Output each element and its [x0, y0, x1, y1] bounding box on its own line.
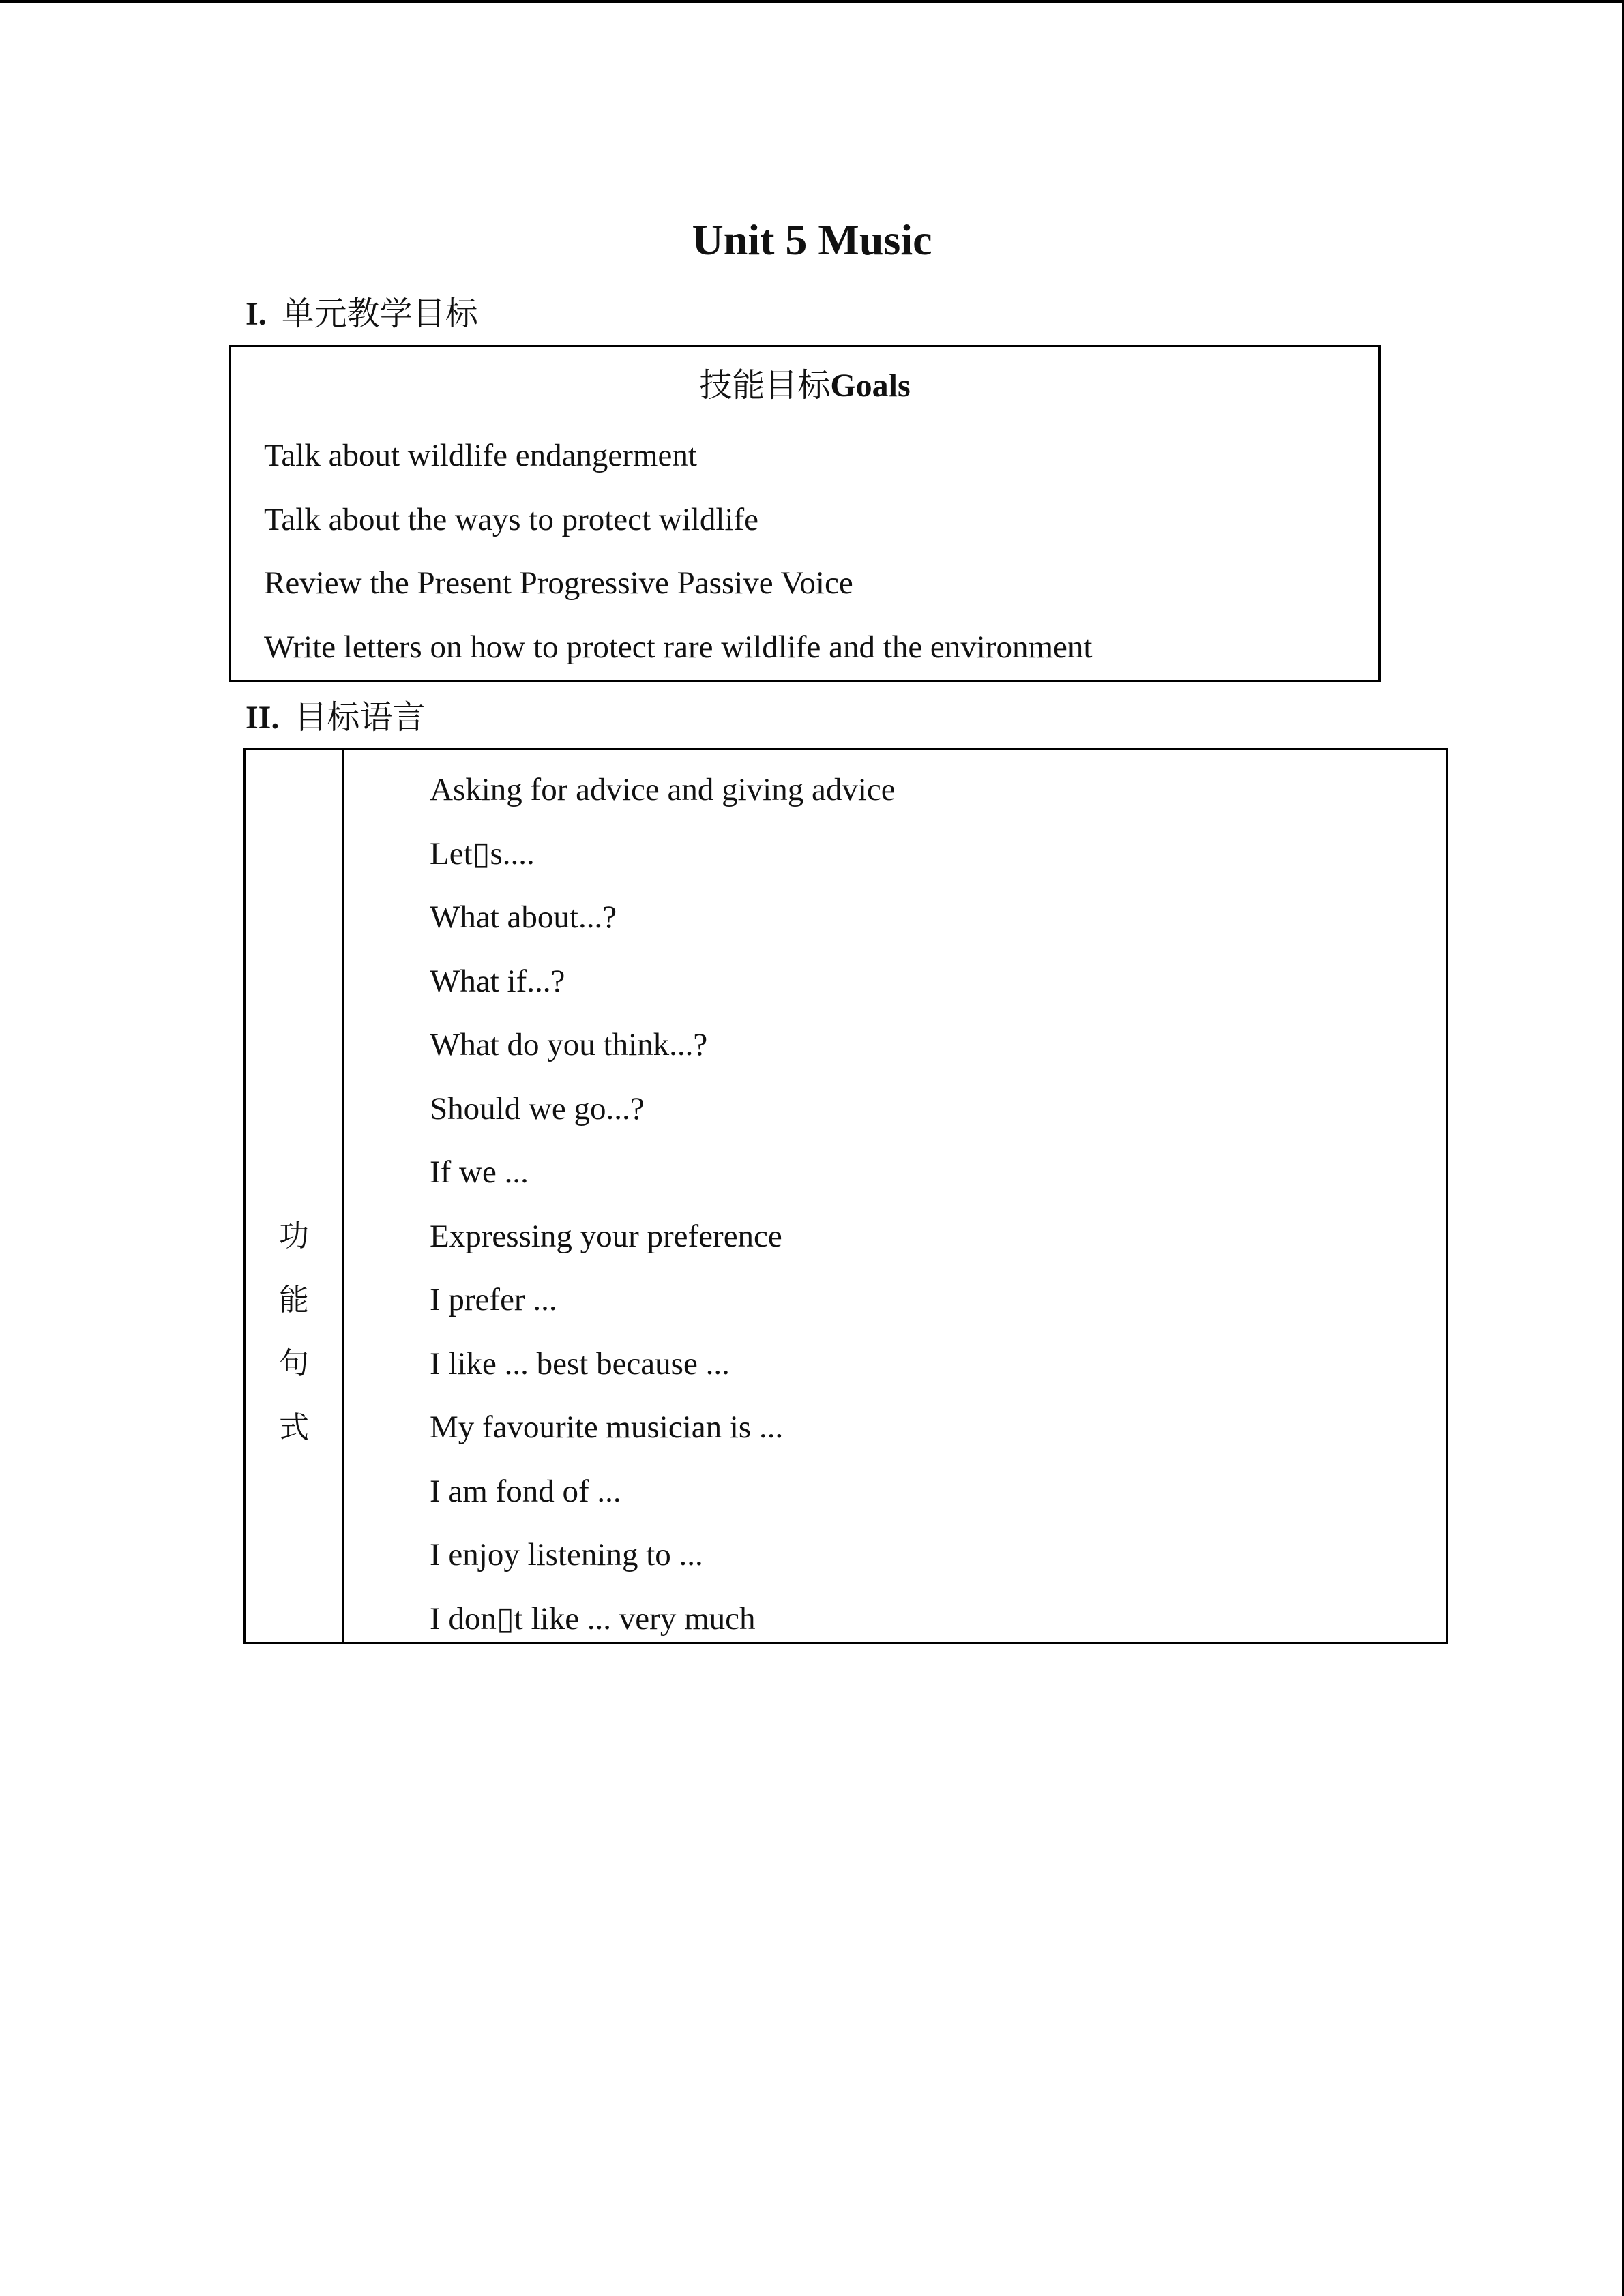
section-1-title: 单元教学目标: [281, 295, 478, 333]
sentence-item: Should we go...?: [430, 1090, 645, 1127]
function-sentences-list: [430, 758, 896, 1651]
goal-item: Talk about wildlife endangerment: [264, 438, 697, 473]
function-label: [246, 1204, 342, 1459]
sentence-item: If we ...: [430, 1154, 529, 1190]
goals-box: [229, 345, 1381, 682]
section-1-number: I.: [246, 296, 267, 332]
function-label-char: 能: [279, 1282, 309, 1317]
sentence-item: Expressing your preference: [430, 1218, 782, 1254]
sentence-item: I am fond of ...: [430, 1473, 621, 1509]
sentence-item: Asking for advice and giving advice: [430, 772, 896, 807]
goals-title-en: Goals: [830, 368, 911, 404]
sentence-item: What if...?: [430, 963, 565, 999]
function-label-char: 句: [279, 1346, 309, 1381]
goals-title-cn: 技能目标: [699, 366, 831, 404]
function-label-char: 式: [279, 1410, 309, 1445]
sentence-item: What do you think...?: [430, 1027, 708, 1062]
sentence-item: I don▯t like ... very much: [430, 1600, 756, 1637]
sentence-item: I like ... best because ...: [430, 1345, 730, 1382]
function-label-char: 功: [279, 1219, 309, 1253]
goals-list: [264, 424, 1092, 679]
sentence-item: Let▯s....: [430, 835, 535, 871]
page-border-top: [0, 0, 1624, 3]
goal-item: Talk about the ways to protect wildlife: [264, 501, 759, 537]
page-title: Unit 5 Music: [692, 215, 932, 264]
sentence-item: My favourite musician is ...: [430, 1410, 784, 1445]
section-1-heading: [246, 293, 478, 335]
target-language-table: [243, 748, 1448, 1644]
sentence-item: I enjoy listening to ...: [430, 1537, 703, 1572]
section-2-title: 目标语言: [294, 698, 426, 736]
goals-box-title: [231, 361, 1378, 411]
goal-item: Review the Present Progressive Passive Voice: [264, 565, 853, 601]
sentence-item: I prefer ...: [430, 1282, 557, 1317]
section-2-heading: [246, 697, 425, 739]
goal-item: Write letters on how to protect rare wildlife and the environment: [264, 629, 1093, 665]
section-2-number: II.: [246, 700, 280, 736]
sentence-item: What about...?: [430, 899, 617, 935]
function-label-cell: [246, 750, 344, 1642]
